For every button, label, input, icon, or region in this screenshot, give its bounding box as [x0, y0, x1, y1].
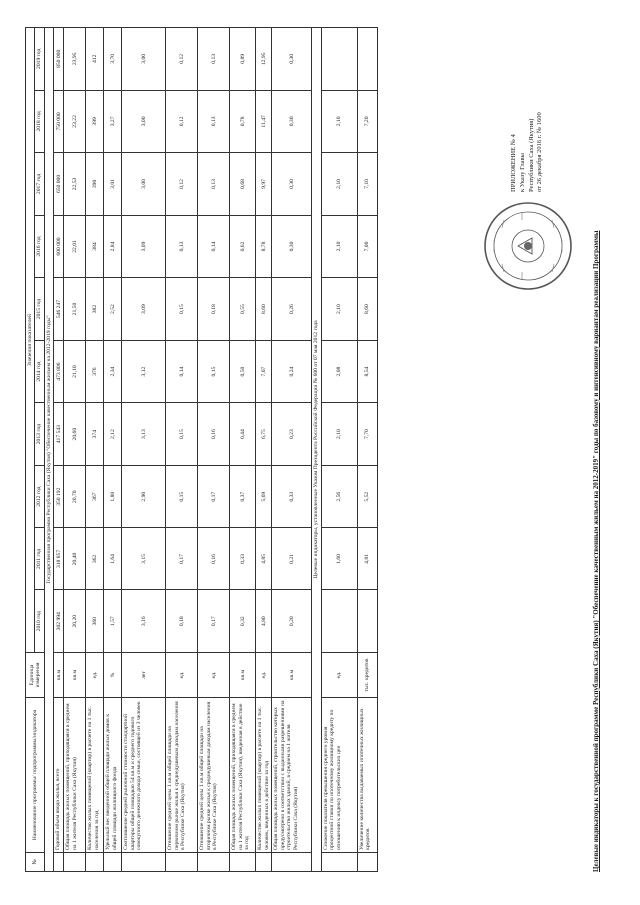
value-cell: 546 247 — [54, 278, 64, 341]
value-cell: 20,20 — [64, 590, 86, 653]
unit-cell: кв.м — [272, 653, 312, 698]
value-cell: 3,70 — [104, 28, 122, 91]
value-cell: 0,30 — [272, 28, 312, 91]
value-cell: 384 — [86, 215, 104, 278]
value-cell: 0,32 — [230, 590, 256, 653]
value-cell: 0,15 — [198, 340, 230, 403]
header-unit: Единица измерения — [26, 653, 45, 698]
value-cell: 3,00 — [122, 28, 166, 91]
value-cell: 0,15 — [166, 465, 198, 528]
value-cell: 23,95 — [64, 28, 86, 91]
value-cell: 0,17 — [198, 465, 230, 528]
value-cell: 21,10 — [64, 340, 86, 403]
value-cell: 0,30 — [272, 153, 312, 216]
program-row — [44, 28, 53, 872]
appendix-header — [510, 22, 545, 192]
value-cell: 376 — [86, 340, 104, 403]
value-cell: 0,30 — [272, 215, 312, 278]
row-number-cell — [122, 853, 166, 872]
row-number-cell — [104, 853, 122, 872]
value-cell: 1,57 — [104, 590, 122, 653]
value-cell: 473 806 — [54, 340, 64, 403]
value-cell: 318 857 — [54, 528, 64, 590]
year-header-8: 2018 год — [35, 90, 44, 153]
table-row — [54, 28, 64, 872]
value-cell: 2,52 — [104, 278, 122, 341]
value-cell: 0,18 — [166, 590, 198, 653]
value-cell: 20,40 — [64, 528, 86, 590]
year-header-7: 2017 год — [35, 153, 44, 216]
value-cell: 5,69 — [256, 465, 272, 528]
appendix-line-1: ПРИЛОЖЕНИЕ № 4 — [510, 134, 517, 192]
value-cell: 0,26 — [272, 278, 312, 341]
value-cell: 23,22 — [64, 90, 86, 153]
value-cell: 0,55 — [230, 278, 256, 341]
value-cell: 20,70 — [64, 465, 86, 528]
value-cell: 0,33 — [272, 465, 312, 528]
rotated-landscape-sheet — [20, 12, 620, 892]
value-cell: 0,14 — [166, 340, 198, 403]
table-row — [198, 28, 230, 872]
appendix-line-2: к Указу Главы — [518, 153, 526, 192]
value-cell: 600 000 — [54, 215, 64, 278]
header-values: Значения показателей — [26, 28, 35, 653]
unit-cell: кв.м — [230, 653, 256, 698]
value-cell: 0,17 — [166, 528, 198, 590]
value-cell: 8,54 — [357, 340, 377, 403]
unit-cell: ед. — [166, 653, 198, 698]
value-cell: 0,13 — [198, 28, 230, 91]
year-header-2: 2012 год — [35, 465, 44, 528]
official-seal-stamp — [482, 200, 574, 292]
value-cell: 1,60 — [321, 528, 357, 590]
year-header-1: 2011 год — [35, 528, 44, 590]
value-cell — [357, 590, 377, 653]
value-cell: 7,10 — [357, 153, 377, 216]
value-cell: 417 543 — [54, 403, 64, 466]
value-cell: 0,15 — [166, 403, 198, 466]
value-cell: 0,12 — [166, 153, 198, 216]
value-cell: 2,10 — [321, 215, 357, 278]
value-cell: 5,52 — [357, 465, 377, 528]
unit-cell: ед. — [86, 653, 104, 698]
value-cell: 0,33 — [230, 528, 256, 590]
row-number-cell — [54, 853, 64, 872]
value-cell: 2,84 — [104, 215, 122, 278]
row-number-cell — [166, 853, 198, 872]
value-cell: 0,20 — [272, 590, 312, 653]
value-cell: 3,27 — [104, 90, 122, 153]
value-cell: 0,30 — [272, 90, 312, 153]
value-cell: 2,34 — [104, 340, 122, 403]
value-cell: 0,68 — [230, 153, 256, 216]
year-header-6: 2016 год — [35, 215, 44, 278]
value-cell: 3,00 — [122, 90, 166, 153]
value-cell: 0,62 — [230, 215, 256, 278]
value-cell: 367 — [86, 465, 104, 528]
value-cell: 390 — [86, 153, 104, 216]
value-cell: 412 — [86, 28, 104, 91]
value-cell: 0,16 — [198, 403, 230, 466]
indicators-table — [25, 27, 378, 872]
value-cell: 22,01 — [64, 215, 86, 278]
row-number-cell — [230, 853, 256, 872]
indicator-name-cell: Снижение показателя превышения среднего уровня процентной ставки по ипотечному жилищному кредиту по отношению к индексу потребительских цен — [321, 698, 357, 853]
value-cell: 7,07 — [256, 340, 272, 403]
value-cell: 2,10 — [321, 278, 357, 341]
value-cell: 21,50 — [64, 278, 86, 341]
value-cell: 650 000 — [54, 153, 64, 216]
unit-cell: кв.м — [54, 653, 64, 698]
unit-cell: ед. — [198, 653, 230, 698]
table-row — [104, 28, 122, 872]
table-row — [357, 28, 377, 872]
value-cell: 0,78 — [230, 90, 256, 153]
appendix-line-3: Республики Саха (Якутия) — [527, 118, 535, 192]
value-cell: 0,23 — [272, 403, 312, 466]
value-cell — [321, 28, 357, 91]
value-cell: 22,53 — [64, 153, 86, 216]
value-cell: 8,60 — [357, 278, 377, 341]
value-cell — [321, 590, 357, 653]
value-cell: 1,64 — [104, 528, 122, 590]
value-cell: 2,56 — [321, 465, 357, 528]
value-cell: 4,80 — [256, 590, 272, 653]
value-cell: 0,89 — [230, 28, 256, 91]
indicator-name-cell: Общая площадь жилых помещений, приходящаяся в среднем на 1 жителя Республики Саха (Якутия) — [64, 698, 86, 853]
value-cell: 3,16 — [122, 590, 166, 653]
value-cell: 362 — [86, 528, 104, 590]
value-cell: 2,90 — [122, 465, 166, 528]
value-cell: 20,60 — [64, 403, 86, 466]
value-cell — [357, 28, 377, 91]
value-cell: 0,50 — [230, 340, 256, 403]
value-cell: 399 — [86, 90, 104, 153]
value-cell: 0,21 — [272, 528, 312, 590]
value-cell: 2,10 — [321, 403, 357, 466]
value-cell: 11,47 — [256, 90, 272, 153]
value-cell: 0,44 — [230, 403, 256, 466]
value-cell: 374 — [86, 403, 104, 466]
indicators-body — [44, 28, 377, 872]
value-cell: 0,16 — [198, 528, 230, 590]
value-cell: 7,20 — [357, 90, 377, 153]
indicator-name-cell: Отношение средней цены 1 кв.м общей площади на вторичном рынке жилья к среднедушевым доходам населения в Республике Саха (Якутия) — [198, 698, 230, 853]
value-cell: 6,75 — [256, 403, 272, 466]
unit-cell: кв.м — [64, 653, 86, 698]
row-number-cell — [272, 853, 312, 872]
value-cell: 12,95 — [256, 28, 272, 91]
table-row — [86, 28, 104, 872]
table-row — [230, 28, 256, 872]
year-header-9: 2019 год — [35, 28, 44, 91]
indicator-name-cell: Годовой объем ввода жилья, всего — [54, 698, 64, 853]
value-cell: 7,00 — [357, 215, 377, 278]
row-number-cell — [256, 853, 272, 872]
indicator-name-cell: Количество жилых помещений (квартир) в расчете на 1 тыс. населения за год — [86, 698, 104, 853]
document-title: Целевые индикаторы к государственной программе Республики Саха (Якутия) "Обеспечение качественным жильем на 2012-2019" годы по базовому и интенсивному вариантам реализации Программы — [592, 230, 600, 872]
row-number-cell — [86, 853, 104, 872]
table-row — [166, 28, 198, 872]
appendix-line-4: от 26 декабря 2016 г. № 1600 — [536, 112, 544, 192]
value-cell: 0,12 — [166, 90, 198, 153]
value-cell: 0,13 — [198, 153, 230, 216]
value-cell: 750 000 — [54, 90, 64, 153]
unit-cell: ед. — [321, 653, 357, 698]
table-row — [256, 28, 272, 872]
value-cell: 3,13 — [122, 403, 166, 466]
indicator-name-cell: Общая площадь жилых помещений, строительство которых предусмотрено в соответствии с выданными разрешениями на строительство жилых зданий, в среднем на 1 жителя Республики Саха (Якутия) — [272, 698, 312, 853]
row-number-cell — [321, 853, 357, 872]
value-cell: 360 — [86, 590, 104, 653]
value-cell: 350 192 — [54, 465, 64, 528]
indicator-name-cell: Отношение средней цены 1 кв.м общей площади на первичном рынке жилья к среднедушевым доходам населения в Республике Саха (Якутия) — [166, 698, 198, 853]
indicator-name-cell: Соотношение средней рыночной стоимости стандартной квартиры общей площадью 54 кв.м и среднего годового совокупного денежного дохода семьи, состоящей из 3 человек — [122, 698, 166, 853]
indicator-name-cell: Количество жилых помещений (квартир) в расчете на 1 тыс. человек, введенных в действие за год — [256, 698, 272, 853]
header-number: № — [26, 853, 45, 872]
value-cell: 3,09 — [122, 278, 166, 341]
row-number-cell — [64, 853, 86, 872]
value-cell: 4,81 — [357, 528, 377, 590]
value-cell: 8,78 — [256, 215, 272, 278]
value-cell: 0,17 — [198, 590, 230, 653]
year-header-3: 2013 год — [35, 403, 44, 466]
value-cell: 0,14 — [198, 215, 230, 278]
value-cell: 2,12 — [104, 403, 122, 466]
program-row-label: Государственная программа Республики Саха (Якутия) "Обеспечение качественным жильем на 2012-2019 годы" — [44, 28, 53, 872]
table-row — [321, 28, 357, 872]
indicator-name-cell: Удельный вес введенной общей площади жилых домов к общей площади жилищного фонда — [104, 698, 122, 853]
decree-row — [312, 28, 321, 872]
unit-cell: ед. — [256, 653, 272, 698]
value-cell: 1,80 — [104, 465, 122, 528]
value-cell: 2,10 — [321, 90, 357, 153]
value-cell: 0,15 — [166, 278, 198, 341]
indicator-name-cell: Увеличение количества выдаваемых ипотечных жилищных кредитов — [357, 698, 377, 853]
unit-cell: тыс. кредитов — [357, 653, 377, 698]
value-cell: 850 000 — [54, 28, 64, 91]
table-row — [64, 28, 86, 872]
table-row — [272, 28, 312, 872]
value-cell: 3,09 — [122, 215, 166, 278]
indicator-name-cell: Общая площадь жилых помещений, приходящаяся в среднем на 1 жителя Республики Саха (Якутия), введенная в действие за год — [230, 698, 256, 853]
header-indicator-name: Наименование программы/ подпрограммы/индикатора — [26, 698, 45, 853]
year-header-5: 2015 год — [35, 278, 44, 341]
unit-cell: лет — [122, 653, 166, 698]
value-cell: 2,10 — [321, 153, 357, 216]
value-cell: 3,15 — [122, 528, 166, 590]
value-cell: 3,01 — [104, 153, 122, 216]
value-cell: 3,00 — [122, 153, 166, 216]
value-cell: 4,85 — [256, 528, 272, 590]
value-cell: 0,13 — [166, 215, 198, 278]
value-cell: 8,60 — [256, 278, 272, 341]
decree-row-label: Целевые индикаторы, установленные Указом Президента Российской Федерации № 600 от 07 мая 2012 года — [312, 28, 321, 872]
table-row — [122, 28, 166, 872]
row-number-cell — [357, 853, 377, 872]
value-cell: 0,37 — [230, 465, 256, 528]
value-cell: 302 994 — [54, 590, 64, 653]
value-cell: 9,97 — [256, 153, 272, 216]
year-header-0: 2010 год — [35, 590, 44, 653]
row-number-cell — [198, 853, 230, 872]
year-header-4: 2014 год — [35, 340, 44, 403]
value-cell: 0,13 — [198, 90, 230, 153]
value-cell: 0,18 — [198, 278, 230, 341]
value-cell: 0,12 — [166, 28, 198, 91]
value-cell: 3,12 — [122, 340, 166, 403]
unit-cell: % — [104, 653, 122, 698]
value-cell: 382 — [86, 278, 104, 341]
value-cell: 2,08 — [321, 340, 357, 403]
value-cell: 0,24 — [272, 340, 312, 403]
value-cell: 7,70 — [357, 403, 377, 466]
